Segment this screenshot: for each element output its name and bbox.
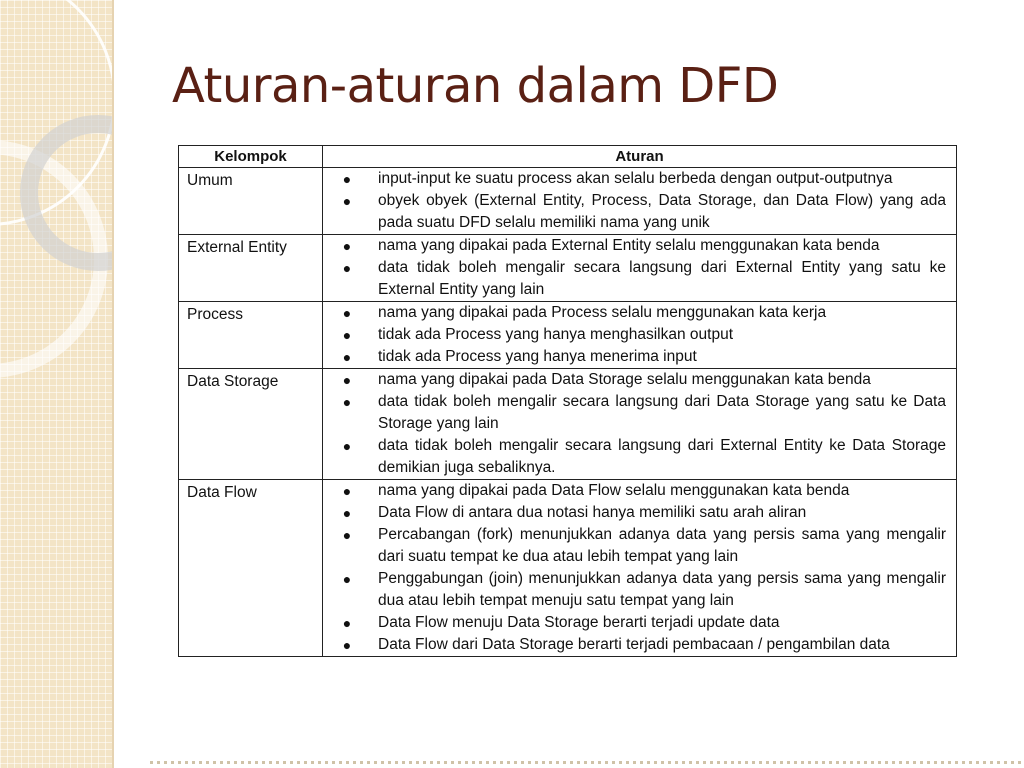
bullet-icon: ● (342, 527, 352, 543)
header-kelompok: Kelompok (179, 146, 323, 168)
rule-item (323, 435, 956, 479)
rule-text: obyek obyek (External Entity, Process, Data Storage, dan Data Flow) yang ada pada suatu DFD selalu memiliki nama yang unik (378, 192, 946, 231)
group-cell: Data Storage (179, 369, 323, 480)
bullet-icon: ● (342, 505, 352, 521)
rule-text: Data Flow menuju Data Storage berarti terjadi update data (378, 614, 780, 631)
bullet-icon: ● (342, 372, 352, 388)
rule-text: nama yang dipakai pada Data Flow selalu menggunakan kata benda (378, 482, 850, 499)
rule-text: nama yang dipakai pada External Entity selalu menggunakan kata benda (378, 237, 880, 254)
bullet-icon: ● (342, 260, 352, 276)
rule-item (323, 502, 956, 524)
rule-item (323, 235, 956, 257)
bullet-icon: ● (342, 327, 352, 343)
bullet-icon: ● (342, 171, 352, 187)
bullet-icon: ● (342, 349, 352, 365)
bullet-icon: ● (342, 637, 352, 653)
rules-list (323, 369, 956, 479)
rule-item (323, 324, 956, 346)
bullet-icon: ● (342, 483, 352, 499)
bullet-icon: ● (342, 615, 352, 631)
footer-dotted-line (150, 761, 1024, 764)
bullet-icon: ● (342, 571, 352, 587)
rule-item (323, 369, 956, 391)
table-row (179, 302, 957, 369)
rule-text: Data Flow di antara dua notasi hanya memiliki satu arah aliran (378, 504, 807, 521)
rule-text: data tidak boleh mengalir secara langsung dari External Entity yang satu ke External Entity yang lain (378, 259, 946, 298)
rule-item (323, 391, 956, 435)
table-header-row (179, 146, 957, 168)
rule-item (323, 634, 956, 656)
rules-cell (323, 235, 957, 302)
rules-list (323, 235, 956, 301)
table-row (179, 480, 957, 657)
slide-title: Aturan-aturan dalam DFD (172, 58, 779, 114)
rule-text: Percabangan (fork) menunjukkan adanya data yang persis sama yang mengalir dari suatu tempat ke dua atau lebih tempat yang lain (378, 526, 946, 565)
group-cell: Process (179, 302, 323, 369)
rule-text: Penggabungan (join) menunjukkan adanya data yang persis sama yang mengalir dua atau lebih tempat menuju satu tempat yang lain (378, 570, 946, 609)
table-row (179, 168, 957, 235)
rules-list (323, 168, 956, 234)
rule-item (323, 568, 956, 612)
group-cell: External Entity (179, 235, 323, 302)
table-row (179, 369, 957, 480)
rule-item (323, 612, 956, 634)
sidebar-divider (112, 0, 114, 768)
decorative-sidebar (0, 0, 112, 768)
group-cell: Data Flow (179, 480, 323, 657)
rules-cell (323, 480, 957, 657)
rule-text: input-input ke suatu process akan selalu berbeda dengan output-outputnya (378, 170, 893, 187)
bullet-icon: ● (342, 238, 352, 254)
bullet-icon: ● (342, 193, 352, 209)
rule-item (323, 302, 956, 324)
rule-item (323, 168, 956, 190)
rule-text: data tidak boleh mengalir secara langsung dari Data Storage yang satu ke Data Storage yang lain (378, 393, 946, 432)
rule-text: nama yang dipakai pada Data Storage selalu menggunakan kata benda (378, 371, 871, 388)
rules-cell (323, 369, 957, 480)
rule-item (323, 346, 956, 368)
rule-text: tidak ada Process yang hanya menghasilkan output (378, 326, 734, 343)
header-aturan: Aturan (323, 146, 957, 168)
bullet-icon: ● (342, 394, 352, 410)
bullet-icon: ● (342, 438, 352, 454)
table-row (179, 235, 957, 302)
rules-cell (323, 302, 957, 369)
rule-text: tidak ada Process yang hanya menerima input (378, 348, 697, 365)
table-body (179, 168, 957, 657)
rule-item (323, 190, 956, 234)
group-cell: Umum (179, 168, 323, 235)
rule-item (323, 524, 956, 568)
rule-item (323, 480, 956, 502)
rules-list (323, 480, 956, 656)
rule-text: data tidak boleh mengalir secara langsung dari External Entity ke Data Storage demikian juga sebaliknya. (378, 437, 946, 476)
rules-cell (323, 168, 957, 235)
rule-text: Data Flow dari Data Storage berarti terjadi pembacaan / pengambilan data (378, 636, 890, 653)
rule-text: nama yang dipakai pada Process selalu menggunakan kata kerja (378, 304, 827, 321)
rules-list (323, 302, 956, 368)
bullet-icon: ● (342, 305, 352, 321)
dfd-rules-table (178, 145, 957, 657)
rule-item (323, 257, 956, 301)
